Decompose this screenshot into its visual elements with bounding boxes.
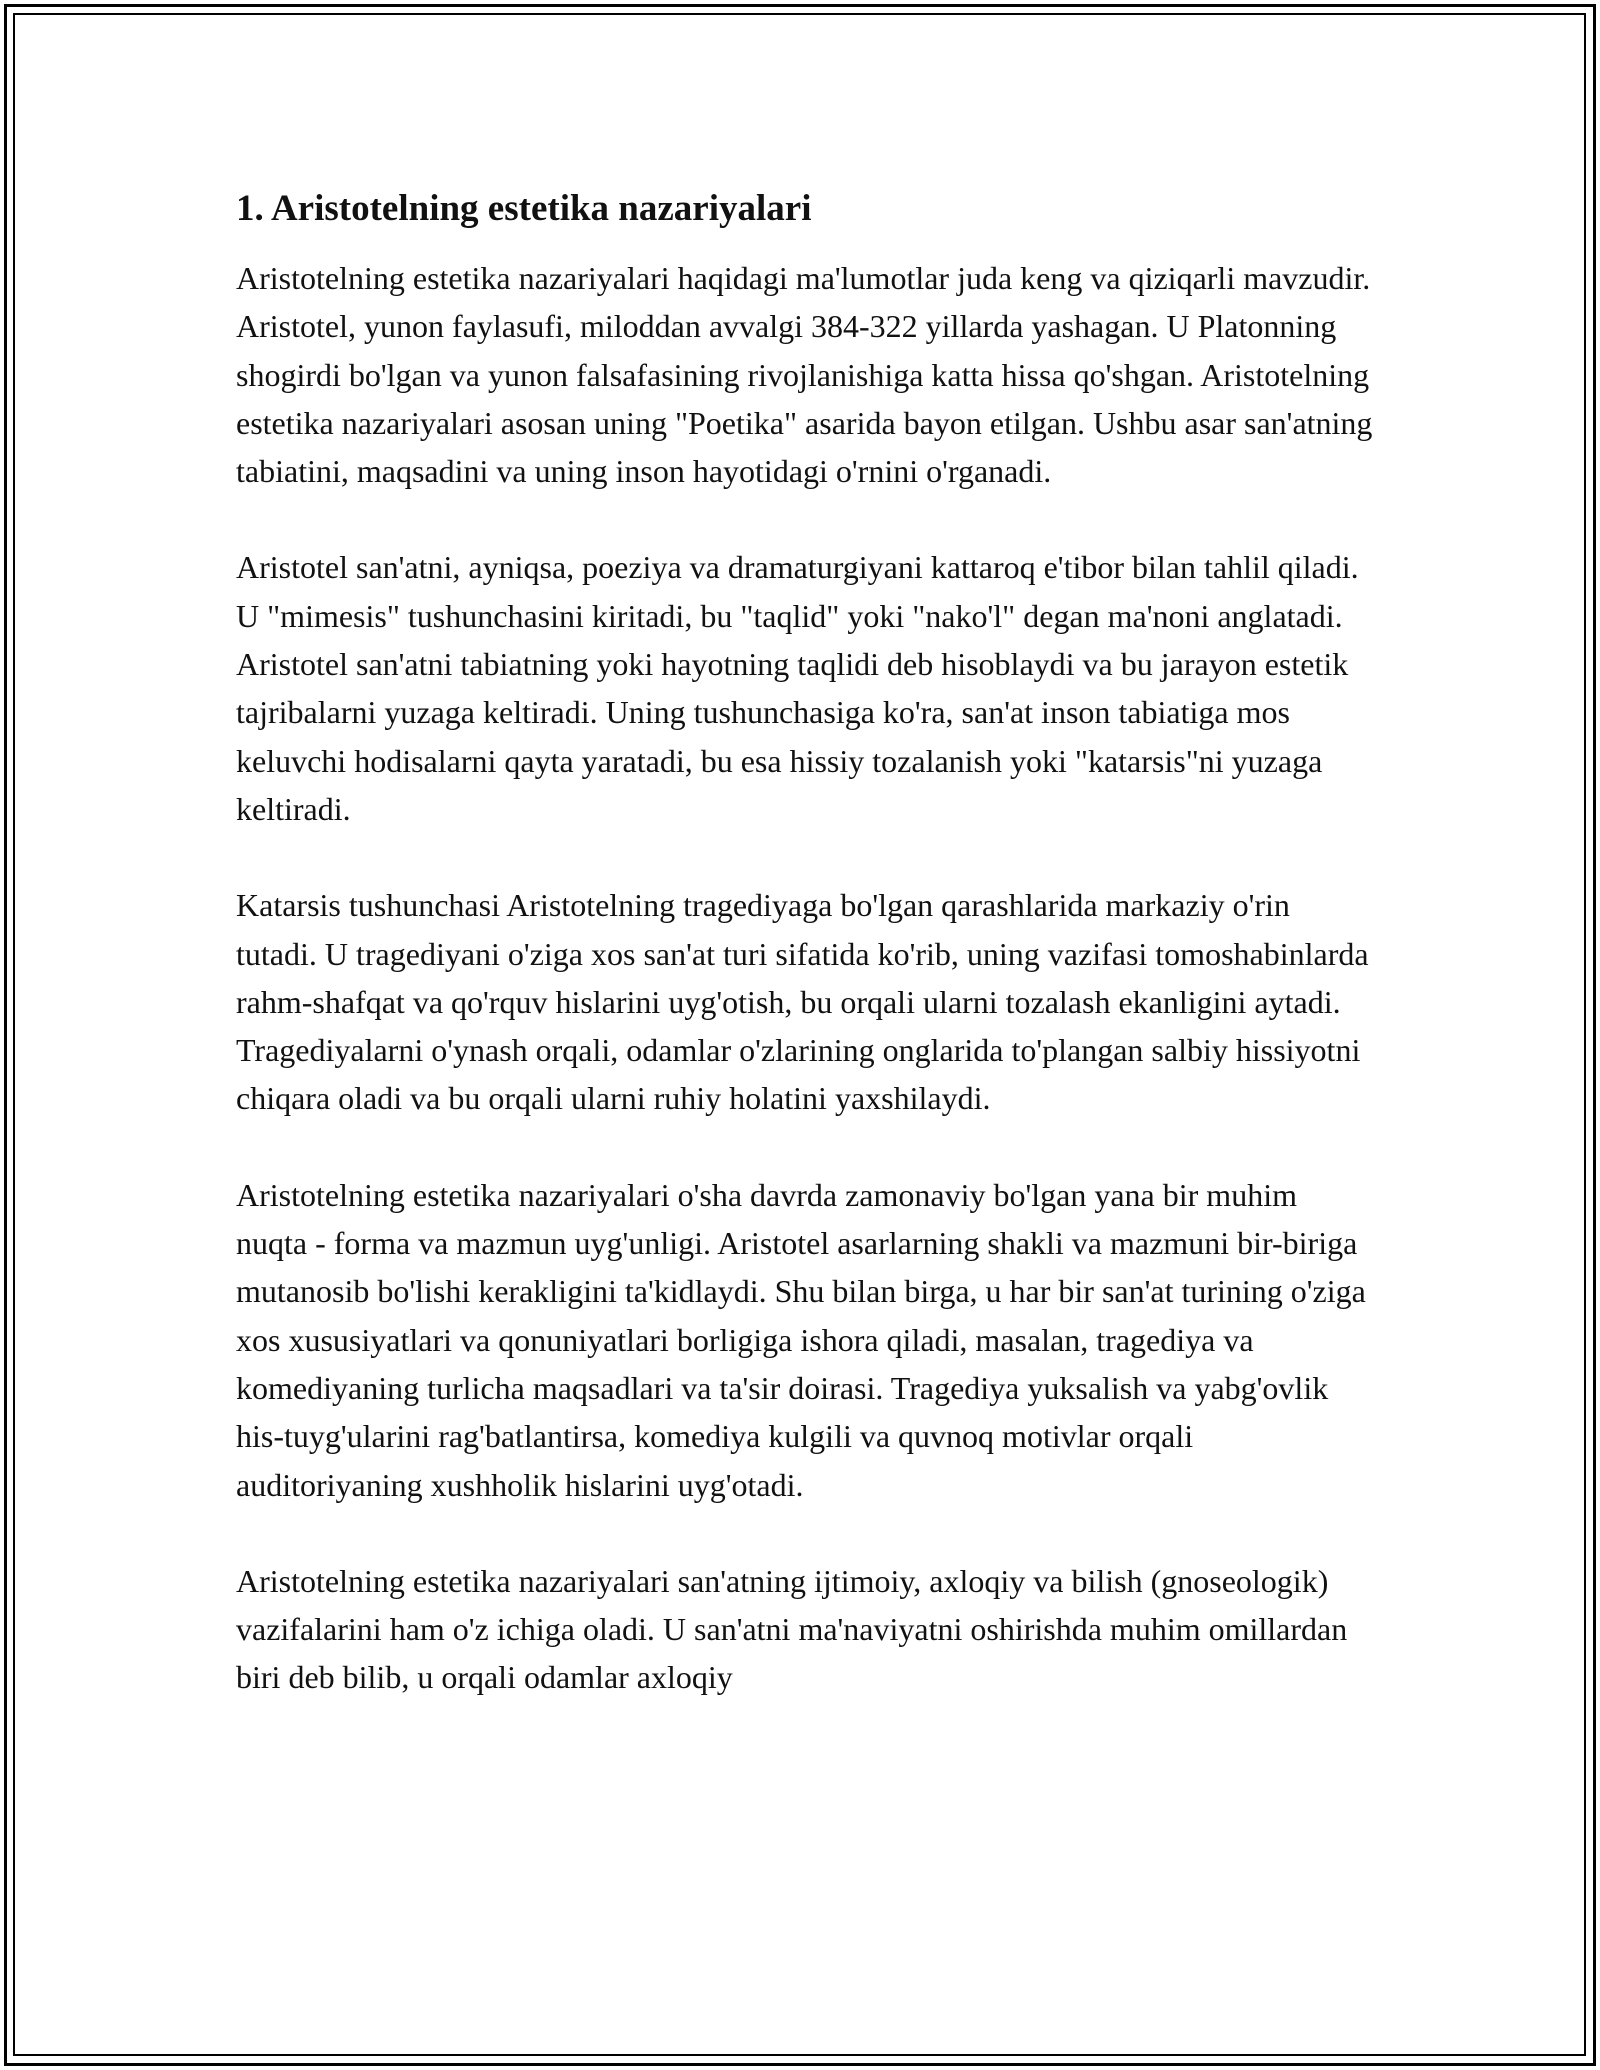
document-body xyxy=(236,186,1376,1750)
paragraph-2: Aristotel san'atni, ayniqsa, poeziya va dramaturgiyani kattaroq e'tibor bilan tahlil qiladi. U "mimesis" tushunchasini kiritadi, bu "taqlid" yoki "nako'l" degan ma'noni anglatadi. Aristotel san'atni tabiatning yoki hayotning taqlidi deb hisoblaydi va bu jarayon estetik tajribalarni yuzaga keltiradi. Uning tushunchasiga ko'ra, san'at inson tabiatiga mos keluvchi hodisalarni qayta yaratadi, bu esa hissiy tozalanish yoki "katarsis"ni yuzaga keltiradi. xyxy=(236,549,1359,827)
paragraph-1: Aristotelning estetika nazariyalari haqidagi ma'lumotlar juda keng va qiziqarli mavzudir. Aristotel, yunon faylasufi, miloddan avvalgi 384-322 yillarda yashagan. U Platonning shogirdi bo'lgan va yunon falsafasining rivojlanishiga katta hissa qo'shgan. Aristotelning estetika nazariyalari asosan uning "Poetika" asarida bayon etilgan. Ushbu asar san'atning tabiatini, maqsadini va uning inson hayotidagi o'rnini o'rganadi. xyxy=(236,260,1373,490)
paragraph-5: Aristotelning estetika nazariyalari san'atning ijtimoiy, axloqiy va bilish (gnoseologik) vazifalarini ham o'z ichiga oladi. U san'atni ma'naviyatni oshirishda muhim omillardan biri deb bilib, u orqali odamlar axloqiy xyxy=(236,1562,1348,1696)
paragraph-3: Katarsis tushunchasi Aristotelning tragediyaga bo'lgan qarashlarida markaziy o'rin tutadi. U tragediyani o'ziga xos san'at turi sifatida ko'rib, uning vazifasi tomoshabinlarda rahm-shafqat va qo'rquv hislarini uyg'otish, bu orqali ularni tozalash ekanligini aytadi. Tragediyalarni o'ynash orqali, odamlar o'zlarining onglarida to'plangan salbiy hissiyotni chiqara oladi va bu orqali ularni ruhiy holatini yaxshilaydi. xyxy=(236,887,1369,1117)
section-heading: 1. Aristotelning estetika nazariyalari xyxy=(236,188,812,229)
paragraph-4: Aristotelning estetika nazariyalari o'sha davrda zamonaviy bo'lgan yana bir muhim nuqta - forma va mazmun uyg'unligi. Aristotel asarlarning shakli va mazmuni bir-biriga mutanosib bo'lishi kerakligini ta'kidlaydi. Shu bilan birga, u har bir san'at turining o'ziga xos xususiyatlari va qonuniyatlari borligiga ishora qiladi, masalan, tragediya va komediyaning turlicha maqsadlari va ta'sir doirasi. Tragediya yuksalish va yabg'ovlik his-tuyg'ularini rag'batlantirsa, komediya kulgili va quvnoq motivlar orqali auditoriyaning xushholik hislarini uyg'otadi. xyxy=(236,1176,1366,1503)
